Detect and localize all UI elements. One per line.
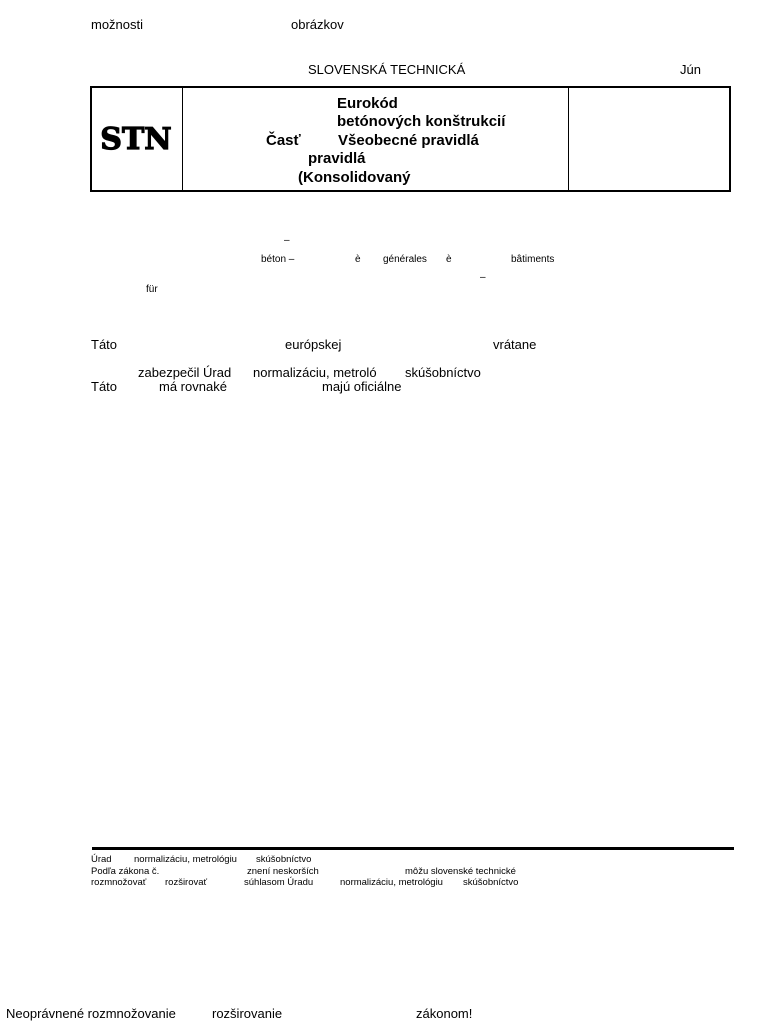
body-p3-b: má rovnaké: [159, 379, 227, 394]
publication-date: Jún: [680, 62, 701, 77]
title-box-divider-left: [182, 88, 183, 190]
title-line-2: betónových konštrukcií: [337, 113, 506, 130]
notice-l3-d: normalizáciu, metrológiu: [340, 877, 443, 888]
notice-l3-c: súhlasom Úradu: [244, 877, 314, 888]
notice-l1-b: normalizáciu, metrológiu: [134, 854, 237, 865]
standard-title-box: [90, 86, 731, 192]
notice-l3-a: rozmnožovať: [91, 877, 147, 888]
title-line-5: (Konsolidovaný: [298, 169, 411, 186]
body-p3-c: majú oficiálne: [322, 379, 402, 394]
footer-rule: [92, 847, 734, 850]
notice-l3-b: rozširovať: [165, 877, 208, 888]
organization-name: SLOVENSKÁ TECHNICKÁ: [308, 62, 466, 77]
title-part-label: Časť: [266, 132, 301, 149]
body-p2-b: normalizáciu, metroló: [253, 365, 377, 380]
title-line-1: Eurokód: [337, 95, 398, 112]
subtitle-de-1: für: [146, 284, 158, 295]
subtitle-dash-1: –: [284, 235, 290, 246]
subtitle-fr-5: bâtiments: [511, 254, 555, 265]
body-p1-a: Táto: [91, 337, 118, 352]
notice-l3-e: skúšobníctvo: [463, 877, 519, 888]
body-p1-b: európskej: [285, 337, 342, 352]
body-p2-c: skúšobníctvo: [405, 365, 481, 380]
body-p2-a: zabezpečil Úrad: [138, 365, 232, 380]
notice-l2-c: môžu slovenské technické: [405, 866, 516, 877]
subtitle-fr-4: è: [446, 254, 452, 265]
title-line-3: Všeobecné pravidlá: [338, 132, 479, 149]
body-p1-c: vrátane: [493, 337, 537, 352]
subtitle-fr-1: béton –: [261, 254, 295, 265]
warning-c: zákonom!: [416, 1006, 473, 1021]
notice-l2-a: Podľa zákona č.: [91, 866, 160, 877]
title-box-divider-right: [568, 88, 569, 190]
warning-b: rozširovanie: [212, 1006, 283, 1021]
top-text-left: možnosti: [91, 17, 144, 32]
subtitle-fr-3: générales: [383, 254, 427, 265]
subtitle-dash-2: –: [480, 272, 486, 283]
title-line-4: pravidlá: [308, 150, 366, 167]
stn-logo-text: STN: [100, 123, 172, 153]
stn-logo: [98, 123, 174, 153]
notice-l1-c: skúšobníctvo: [256, 854, 312, 865]
warning-a: Neoprávnené rozmnožovanie: [6, 1006, 176, 1021]
notice-l2-b: znení neskorších: [247, 866, 319, 877]
body-p3-a: Táto: [91, 379, 118, 394]
subtitle-fr-2: è: [355, 254, 361, 265]
notice-l1-a: Úrad: [91, 854, 112, 865]
top-text-right: obrázkov: [291, 17, 344, 32]
